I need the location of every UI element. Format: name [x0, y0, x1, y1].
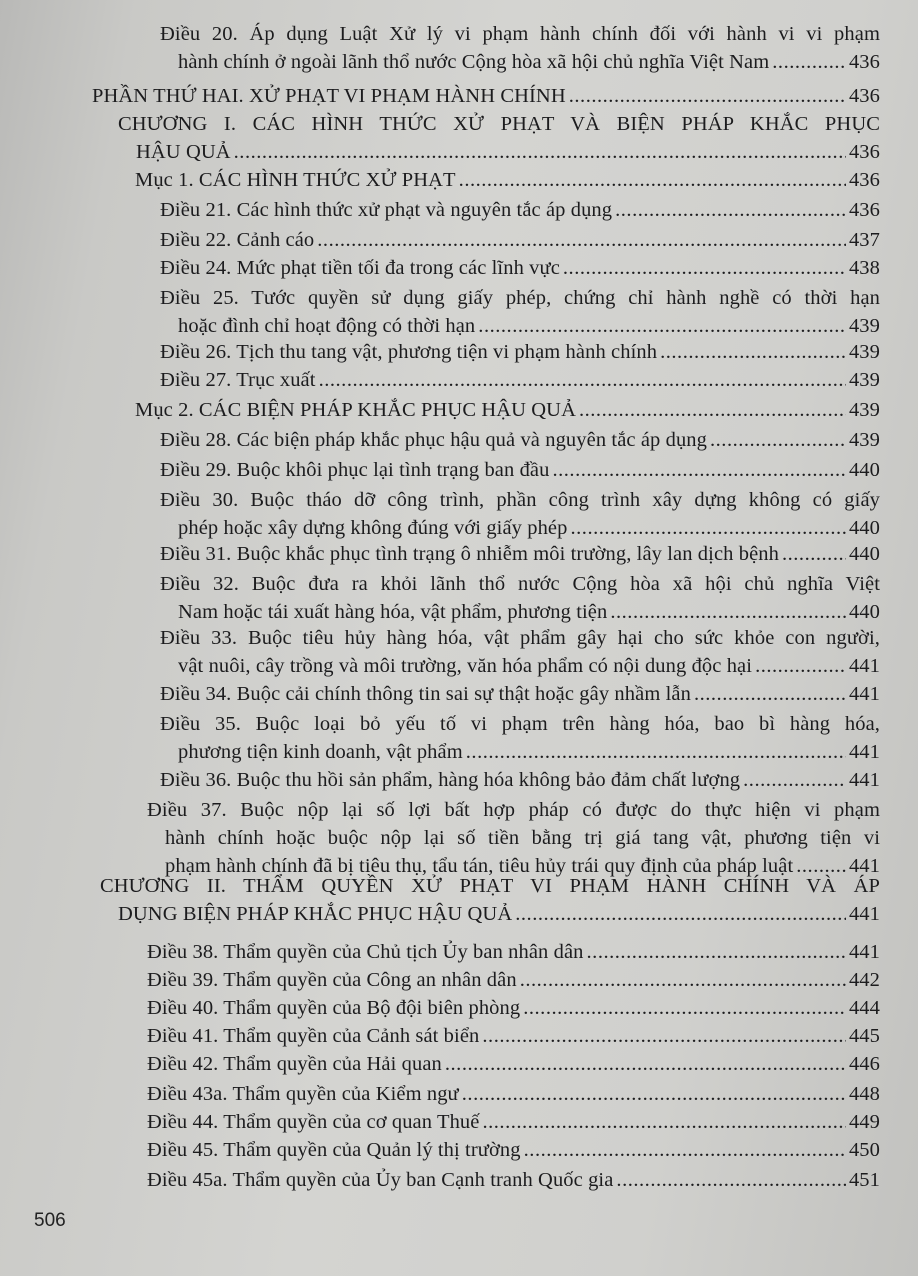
toc-entry-title: Điều 34. Buộc cải chính thông tin sai sự thật hoặc gây nhầm lẫn: [160, 683, 691, 705]
dot-leader: [515, 900, 846, 928]
dot-leader: [552, 456, 845, 484]
dot-leader: [710, 426, 846, 454]
toc-entry[interactable]: [147, 1136, 880, 1164]
toc-entry[interactable]: [160, 366, 880, 394]
toc-entry-title: Điều 30. Buộc tháo dỡ công trình, phần công trình xây dựng không có giấy: [160, 489, 880, 511]
toc-page-ref: 446: [848, 1053, 880, 1075]
toc-page-ref: 441: [848, 769, 880, 791]
toc-entry-title: hoặc đình chỉ hoạt động có thời hạn: [178, 315, 476, 337]
dot-leader: [482, 1022, 846, 1050]
toc-page-ref: 451: [848, 1169, 880, 1191]
toc-entry[interactable]: [147, 938, 880, 966]
toc-entry-title: Điều 26. Tịch thu tang vật, phương tiện vi phạm hành chính: [160, 341, 658, 363]
dot-leader: [610, 598, 846, 626]
toc-page-ref: 440: [848, 517, 880, 539]
page-number: 506: [34, 1210, 66, 1231]
toc-entry-title: Điều 31. Buộc khắc phục tình trạng ô nhiễm môi trường, lây lan dịch bệnh: [160, 543, 779, 565]
dot-leader: [616, 1166, 846, 1194]
toc-entry[interactable]: [160, 426, 880, 454]
toc-entry[interactable]: [147, 1022, 880, 1050]
toc-page-ref: 441: [848, 741, 880, 763]
toc-entry-title: Điều 33. Buộc tiêu hủy hàng hóa, vật phẩm gây hại cho sức khỏe con người,: [160, 627, 880, 649]
toc-entry[interactable]: [147, 796, 880, 880]
toc-page-ref: 436: [848, 51, 880, 73]
toc-entry[interactable]: [160, 624, 880, 680]
toc-entry-title: Điều 35. Buộc loại bỏ yếu tố vi phạm trên hàng hóa, bao bì hàng hóa,: [160, 713, 880, 735]
toc-entry-title: phạm hành chính đã bị tiêu thụ, tẩu tán, tiêu hủy trái quy định của pháp luật: [165, 855, 794, 877]
toc-entry-title: Điều 22. Cảnh cáo: [160, 229, 315, 251]
toc-entry-title: Mục 1. CÁC HÌNH THỨC XỬ PHẠT: [135, 169, 456, 191]
dot-leader: [478, 312, 846, 340]
dot-leader: [524, 1136, 846, 1164]
toc-page-ref: 440: [848, 543, 880, 565]
toc-page-ref: 439: [848, 399, 880, 421]
toc-entry-title: Điều 44. Thẩm quyền của cơ quan Thuế: [147, 1111, 480, 1133]
toc-entry[interactable]: [147, 1166, 880, 1194]
dot-leader: [571, 514, 846, 542]
dot-leader: [772, 48, 846, 76]
toc-page-ref: 436: [848, 85, 880, 107]
toc-entry[interactable]: [147, 1080, 880, 1108]
toc-page-ref: 441: [848, 855, 880, 877]
toc-page-ref: 441: [848, 903, 880, 925]
toc-entry-title: phương tiện kinh doanh, vật phẩm: [178, 741, 463, 763]
toc-entry-title: Điều 32. Buộc đưa ra khỏi lãnh thổ nước Cộng hòa xã hội chủ nghĩa Việt: [160, 573, 880, 595]
dot-leader: [615, 196, 846, 224]
toc-entry-title: DỤNG BIỆN PHÁP KHẮC PHỤC HẬU QUẢ: [118, 903, 513, 925]
toc-page-ref: 439: [848, 369, 880, 391]
dot-leader: [462, 1080, 846, 1108]
dot-leader: [755, 652, 846, 680]
toc-entry-title: PHẦN THỨ HAI. XỬ PHẠT VI PHẠM HÀNH CHÍNH: [92, 85, 566, 107]
toc-page-ref: 442: [848, 969, 880, 991]
toc-entry[interactable]: [160, 486, 880, 542]
dot-leader: [694, 680, 846, 708]
toc-entry-title: Điều 45a. Thẩm quyền của Ủy ban Cạnh tranh Quốc gia: [147, 1169, 614, 1191]
toc-entry[interactable]: [135, 396, 880, 424]
toc-page-ref: 449: [848, 1111, 880, 1133]
toc-entry-title: Điều 20. Áp dụng Luật Xử lý vi phạm hành chính đối với hành vi vi phạm: [160, 23, 880, 45]
dot-leader: [319, 366, 846, 394]
toc-entry-title: Điều 27. Trục xuất: [160, 369, 316, 391]
dot-leader: [579, 396, 846, 424]
toc-entry[interactable]: [160, 680, 880, 708]
toc-entry[interactable]: [147, 994, 880, 1022]
toc-entry-title: Điều 29. Buộc khôi phục lại tình trạng ban đầu: [160, 459, 550, 481]
toc-page-ref: 441: [848, 655, 880, 677]
toc-entry[interactable]: [160, 284, 880, 340]
toc-page-ref: 444: [848, 997, 880, 1019]
toc-entry[interactable]: [160, 540, 880, 568]
toc-entry-title: Điều 38. Thẩm quyền của Chủ tịch Ủy ban nhân dân: [147, 941, 584, 963]
toc-entry[interactable]: [147, 966, 880, 994]
toc-page-ref: 439: [848, 315, 880, 337]
toc-entry-title: Điều 36. Buộc thu hồi sản phẩm, hàng hóa không bảo đảm chất lượng: [160, 769, 741, 791]
dot-leader: [782, 540, 846, 568]
toc-entry[interactable]: [147, 1108, 880, 1136]
dot-leader: [466, 738, 846, 766]
toc-entry[interactable]: [160, 338, 880, 366]
toc-entry-title: Điều 41. Thẩm quyền của Cảnh sát biển: [147, 1025, 480, 1047]
dot-leader: [660, 338, 846, 366]
dot-leader: [520, 966, 846, 994]
toc-entry-title: Điều 21. Các hình thức xử phạt và nguyên tắc áp dụng: [160, 199, 613, 221]
toc-entry-title: CHƯƠNG II. THẨM QUYỀN XỬ PHẠT VI PHẠM HÀNH CHÍNH VÀ ÁP: [100, 875, 880, 897]
toc-entry-title: Điều 37. Buộc nộp lại số lợi bất hợp pháp có được do thực hiện vi phạm: [147, 799, 880, 821]
toc-page-ref: 441: [848, 683, 880, 705]
toc-entry-title: Điều 45. Thẩm quyền của Quản lý thị trường: [147, 1139, 521, 1161]
toc-entry-title: Mục 2. CÁC BIỆN PHÁP KHẮC PHỤC HẬU QUẢ: [135, 399, 576, 421]
toc-entry[interactable]: [160, 766, 880, 794]
toc-page-ref: 436: [848, 199, 880, 221]
dot-leader: [459, 166, 846, 194]
dot-leader: [445, 1050, 846, 1078]
toc-page-ref: 438: [848, 257, 880, 279]
dot-leader: [587, 938, 846, 966]
dot-leader: [743, 766, 846, 794]
toc-entry-title: hành chính ở ngoài lãnh thổ nước Cộng hòa xã hội chủ nghĩa Việt Nam: [178, 51, 770, 73]
dot-leader: [234, 138, 846, 166]
toc-page-ref: 448: [848, 1083, 880, 1105]
toc-entry-title: CHƯƠNG I. CÁC HÌNH THỨC XỬ PHẠT VÀ BIỆN PHÁP KHẮC PHỤC: [118, 113, 880, 135]
toc-entry[interactable]: [92, 82, 880, 110]
toc-page-ref: 441: [848, 941, 880, 963]
dot-leader: [317, 226, 846, 254]
toc-entry[interactable]: [160, 254, 880, 282]
toc-page-ref: 450: [848, 1139, 880, 1161]
toc-entry-title: Điều 28. Các biện pháp khắc phục hậu quả và nguyên tắc áp dụng: [160, 429, 707, 451]
toc-entry-title: Điều 25. Tước quyền sử dụng giấy phép, chứng chỉ hành nghề có thời hạn: [160, 287, 880, 309]
toc-entry-title: HẬU QUẢ: [136, 141, 231, 163]
toc-entry-title: hành chính hoặc buộc nộp lại số tiền bằng trị giá tang vật, phương tiện vi: [165, 827, 880, 849]
toc-page-ref: 440: [848, 459, 880, 481]
toc-entry-title: Điều 40. Thẩm quyền của Bộ đội biên phòng: [147, 997, 521, 1019]
toc-entry[interactable]: [160, 20, 880, 76]
toc-entry[interactable]: [160, 456, 880, 484]
toc-entry[interactable]: [160, 710, 880, 766]
toc-entry-title: Điều 43a. Thẩm quyền của Kiểm ngư: [147, 1083, 459, 1105]
toc-page-ref: 436: [848, 169, 880, 191]
toc-page-ref: 439: [848, 341, 880, 363]
toc-entry[interactable]: [147, 1050, 880, 1078]
dot-leader: [569, 82, 846, 110]
dot-leader: [482, 1108, 845, 1136]
toc-entry[interactable]: [160, 226, 880, 254]
toc-page-ref: 445: [848, 1025, 880, 1047]
toc-entry[interactable]: [160, 196, 880, 224]
toc-entry[interactable]: [118, 110, 880, 166]
toc-entry[interactable]: [135, 166, 880, 194]
toc-entry-title: vật nuôi, cây trồng và môi trường, văn hóa phẩm có nội dung độc hại: [178, 655, 753, 677]
toc-page-ref: 440: [848, 601, 880, 623]
toc-entry-title: Điều 39. Thẩm quyền của Công an nhân dân: [147, 969, 517, 991]
toc-entry-title: phép hoặc xây dựng không đúng với giấy phép: [178, 517, 568, 539]
toc-entry-title: Nam hoặc tái xuất hàng hóa, vật phẩm, phương tiện: [178, 601, 608, 623]
toc-page-ref: 439: [848, 429, 880, 451]
toc-entry[interactable]: [100, 872, 880, 928]
toc-page-ref: 436: [848, 141, 880, 163]
toc-entry-title: Điều 42. Thẩm quyền của Hải quan: [147, 1053, 442, 1075]
toc-entry-title: Điều 24. Mức phạt tiền tối đa trong các lĩnh vực: [160, 257, 560, 279]
toc-page-ref: 437: [848, 229, 880, 251]
dot-leader: [523, 994, 846, 1022]
toc-entry[interactable]: [160, 570, 880, 626]
dot-leader: [563, 254, 846, 282]
